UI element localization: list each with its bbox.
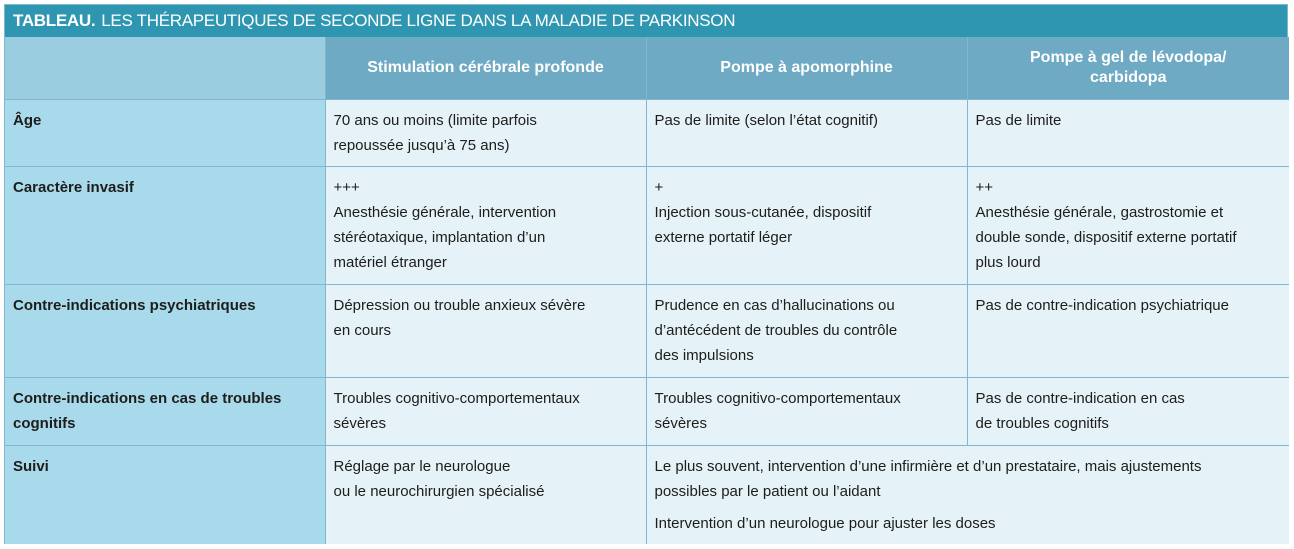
table-row [5, 377, 1289, 445]
table-cell [325, 284, 646, 377]
cell-line: des impulsions [654, 346, 754, 364]
header-corner [5, 37, 325, 99]
table-cell [325, 377, 646, 445]
cell-line: Injection sous-cutanée, dispositif [654, 203, 872, 221]
cell-line: possibles par le patient ou l’aidant [654, 482, 881, 500]
cell-line: matériel étranger [333, 253, 447, 271]
table-cell [646, 166, 967, 284]
cell-line: Pas de contre-indication psychiatrique [975, 296, 1229, 314]
cell-line: plus lourd [975, 253, 1041, 271]
column-header-line: Pompe à gel de lévodopa/ [1030, 48, 1227, 66]
table-cell [646, 99, 967, 166]
row-header: Suivi [5, 445, 325, 544]
column-header: Pompe à apomorphine [646, 37, 967, 99]
cell-line: Pas de contre-indication en cas [975, 389, 1185, 407]
cell-line: en cours [333, 321, 392, 339]
table-row [5, 99, 1289, 166]
cell-line: Réglage par le neurologue [333, 457, 511, 475]
column-header-line: carbidopa [1090, 68, 1167, 86]
cell-line: sévères [654, 414, 708, 432]
cell-line: externe portatif léger [654, 228, 793, 246]
table-title-tag: TABLEAU. [13, 11, 96, 30]
cell-line: sévères [333, 414, 387, 432]
cell-line: d’antécédent de troubles du contrôle [654, 321, 898, 339]
cell-line: de troubles cognitifs [975, 414, 1109, 432]
table-container [4, 4, 1288, 544]
cell-line: repoussée jusqu’à 75 ans) [333, 136, 510, 154]
cell-line: 70 ans ou moins (limite parfois [333, 111, 537, 129]
row-header: Âge [5, 99, 325, 166]
cell-line: Prudence en cas d’hallucinations ou [654, 296, 895, 314]
table-row [5, 284, 1289, 377]
cell-line: +++ [333, 178, 360, 196]
column-header: Stimulation cérébrale profonde [325, 37, 646, 99]
table-cell [646, 377, 967, 445]
cell-line: ++ [975, 178, 994, 196]
cell-line: Intervention d’un neurologue pour ajuster les doses [654, 514, 996, 532]
table-row [5, 166, 1289, 284]
table-cell [325, 445, 646, 544]
row-header: Caractère invasif [5, 166, 325, 284]
table-cell [325, 99, 646, 166]
table-cell [967, 99, 1289, 166]
cell-line: Pas de limite (selon l’état cognitif) [654, 111, 878, 129]
cell-line: Le plus souvent, intervention d’une infirmière et d’un prestataire, mais ajustements [654, 457, 1202, 475]
table-title-text: LES THÉRAPEUTIQUES DE SECONDE LIGNE DANS LA MALADIE DE PARKINSON [101, 11, 736, 30]
table-cell [646, 284, 967, 377]
row-header [5, 377, 325, 445]
row-header-line: cognitifs [13, 414, 76, 432]
table-cell [325, 166, 646, 284]
cell-line: double sonde, dispositif externe portatif [975, 228, 1237, 246]
cell-line: Troubles cognitivo-comportementaux [654, 389, 901, 407]
column-header [967, 37, 1289, 99]
cell-line: ou le neurochirurgien spécialisé [333, 482, 545, 500]
cell-line: Troubles cognitivo-comportementaux [333, 389, 580, 407]
merged-cell [646, 445, 1289, 544]
therapeutics-table [5, 37, 1289, 544]
table-cell [967, 377, 1289, 445]
cell-line: Pas de limite [975, 111, 1062, 129]
cell-line: + [654, 178, 664, 196]
table-row [5, 445, 1289, 544]
cell-line: Anesthésie générale, intervention [333, 203, 557, 221]
cell-line: Dépression ou trouble anxieux sévère [333, 296, 586, 314]
row-header: Contre-indications psychiatriques [5, 284, 325, 377]
header-row [5, 37, 1289, 99]
table-cell [967, 284, 1289, 377]
cell-line: stéréotaxique, implantation d’un [333, 228, 546, 246]
table-cell [967, 166, 1289, 284]
table-title [5, 5, 1287, 37]
cell-line: Anesthésie générale, gastrostomie et [975, 203, 1224, 221]
row-header-line: Contre-indications en cas de troubles [13, 389, 282, 407]
